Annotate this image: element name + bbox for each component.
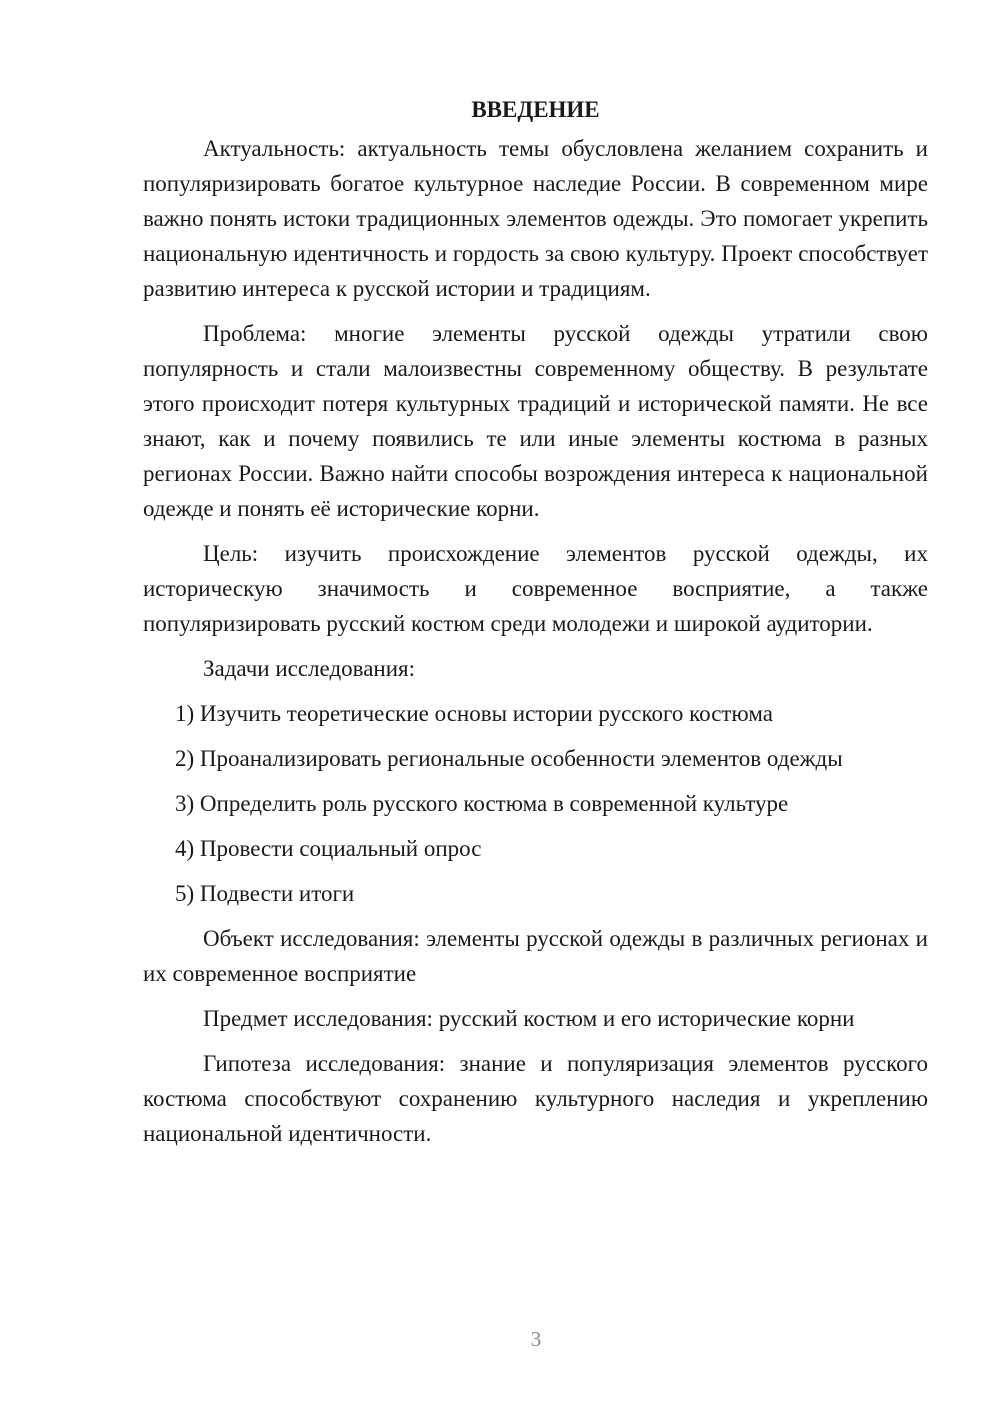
page-content [143, 92, 928, 1161]
list-item: 3) Определить роль русского костюма в современной культуре [175, 791, 789, 816]
hypothesis-paragraph: Гипотеза исследования: знание и популяризация элементов русского костюма способствуют сохранению культурного наследия и укреплению национальной идентичности. [143, 1051, 928, 1146]
list-item: 2) Проанализировать региональные особенности элементов одежды [175, 746, 843, 771]
list-item: 5) Подвести итоги [175, 881, 355, 906]
tasks-list [143, 696, 928, 911]
list-item: 1) Изучить теоретические основы истории русского костюма [175, 701, 773, 726]
page-number: 3 [530, 1327, 542, 1351]
problem-paragraph: Проблема: многие элементы русской одежды утратили свою популярность и стали малоизвестны современному обществу. В результате этого происходит потеря культурных традиций и исторической памяти. Не все знают, как и почему появились те или иные элементы костюма в разных регионах России. Важно найти способы возрождения интереса к национальной одежде и понять её исторические корни. [143, 321, 928, 521]
relevance-paragraph: Актуальность: актуальность темы обусловлена желанием сохранить и популяризировать богатое культурное наследие России. В современном мире важно понять истоки традиционных элементов одежды. Это помогает укрепить национальную идентичность и гордость за свою культуру. Проект способствует развитию интереса к русской истории и традициям. [143, 136, 928, 301]
section-heading: ВВЕДЕНИЕ [471, 97, 600, 122]
subject-paragraph: Предмет исследования: русский костюм и его исторические корни [203, 1006, 855, 1031]
goal-paragraph: Цель: изучить происхождение элементов русской одежды, их историческую значимость и современное восприятие, а также популяризировать русский костюм среди молодежи и широкой аудитории. [143, 541, 928, 636]
list-item: 4) Провести социальный опрос [175, 836, 482, 861]
tasks-title: Задачи исследования: [203, 656, 416, 681]
object-paragraph: Объект исследования: элементы русской одежды в различных регионах и их современное восприятие [143, 926, 928, 986]
